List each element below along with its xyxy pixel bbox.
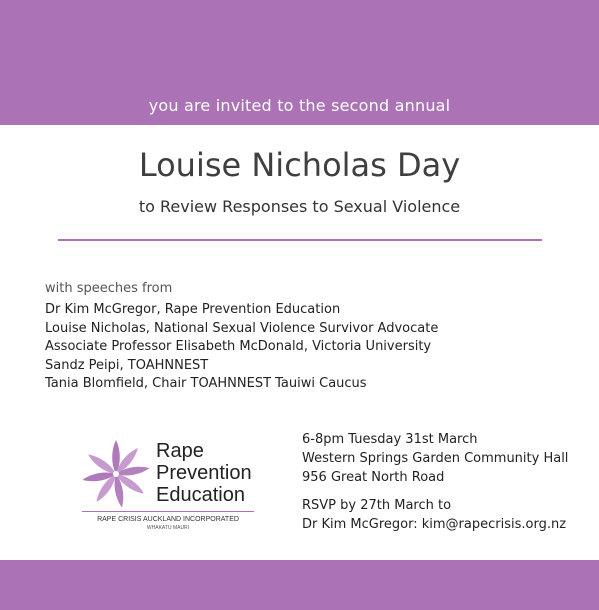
event-subtitle: to Review Responses to Sexual Violence [138,197,461,216]
event-title: Louise Nicholas Day [138,146,461,184]
title-divider [58,239,542,241]
bottom-banner [0,560,599,610]
logo-line: Education [156,484,245,506]
rpe-logo [78,438,278,538]
invite-line: you are invited to the second annual [148,96,451,115]
logo-line: Prevention [156,462,252,484]
speaker-item: Dr Kim McGregor, Rape Prevention Education [45,302,341,317]
rsvp-deadline: RSVP by 27th March to [302,498,452,513]
logo-tagline: RAPE CRISIS AUCKLAND INCORPORATED [97,516,239,523]
logo-wordmark [156,440,252,506]
rsvp-contact: Dr Kim McGregor: kim@rapecrisis.org.nz [302,517,567,532]
speakers-list [45,301,438,394]
event-time: 6-8pm Tuesday 31st March [302,432,478,447]
logo-divider [82,511,254,512]
event-details [302,430,568,487]
event-address: 956 Great North Road [302,470,445,485]
speakers-heading: with speeches from [45,281,173,296]
logo-subtagline: WHAKATU MAURI [146,525,190,531]
rsvp-block [302,496,566,534]
event-venue: Western Springs Garden Community Hall [302,451,569,466]
speaker-item: Louise Nicholas, National Sexual Violence Survivor Advocate [45,320,439,336]
speaker-item: Tania Blomfield, Chair TOAHNNEST Tauiwi Caucus [45,376,367,391]
speaker-item: Sandz Peipi, TOAHNNEST [45,357,209,373]
speaker-item: Associate Professor Elisabeth McDonald, Victoria University [45,339,432,354]
flower-icon [78,438,154,510]
logo-line: Rape [156,440,204,462]
